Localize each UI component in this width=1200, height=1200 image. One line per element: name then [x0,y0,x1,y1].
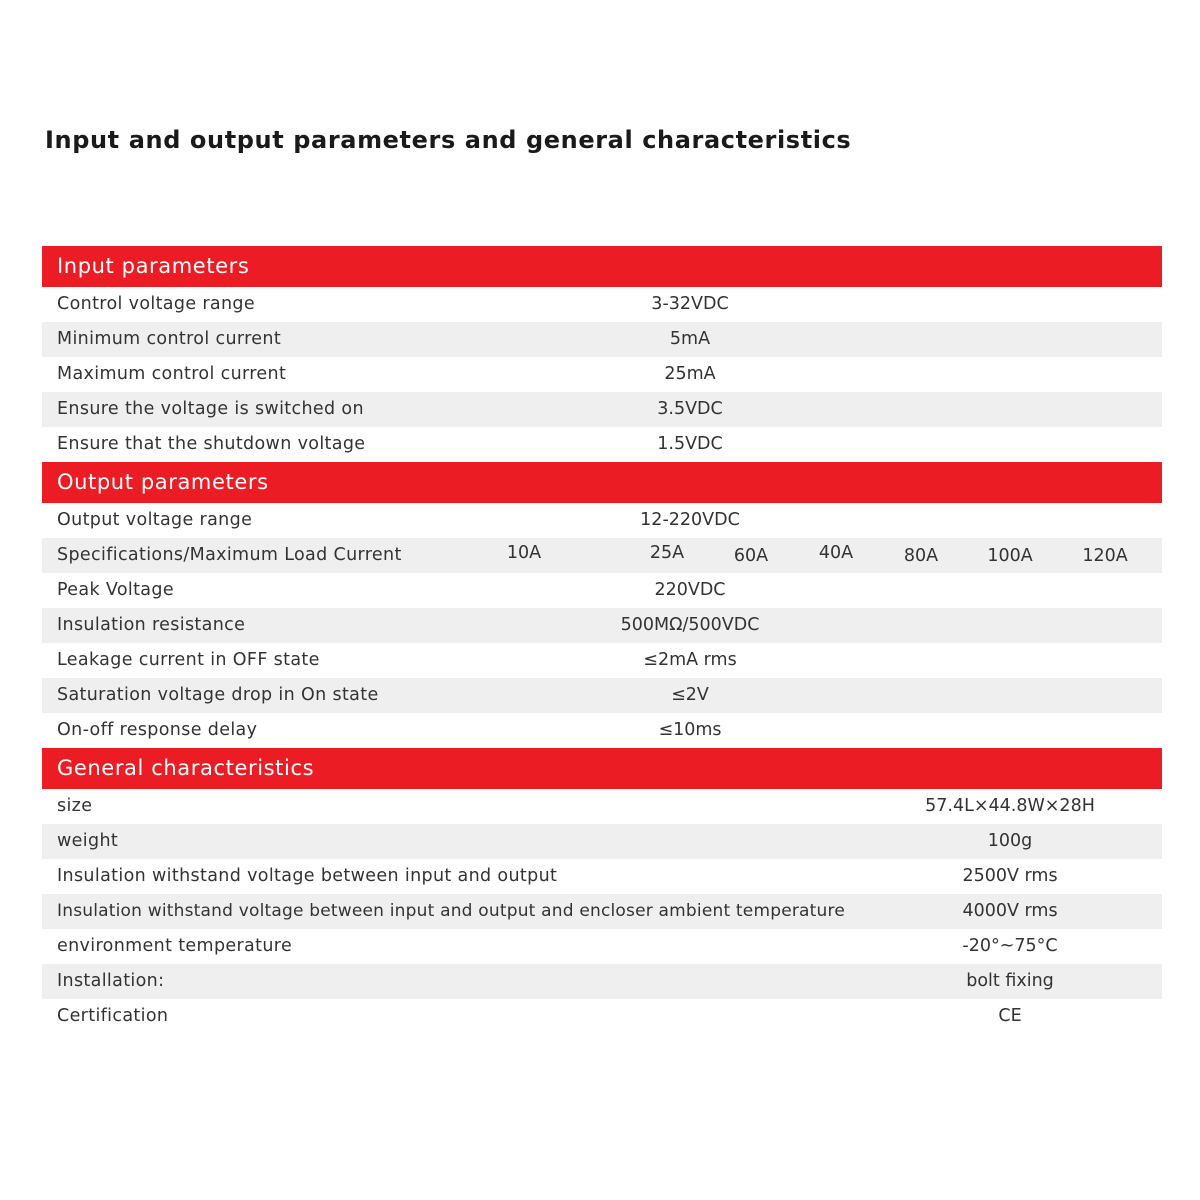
row-label: Insulation withstand voltage between input and output and encloser ambient temperature [57,901,845,921]
table-row [42,608,1162,643]
row-value: 220VDC [654,580,726,600]
row-value: ≤2mA rms [643,650,737,670]
row-label: size [57,796,93,816]
input-parameters-header: Input parameters [42,246,1162,287]
row-value: 57.4L×44.8W×28H [925,796,1095,816]
row-value: 12-220VDC [640,510,740,530]
load-current-value: 60A [733,546,769,566]
load-current-value: 120A [1082,546,1128,566]
table-row [42,824,1162,859]
table-row [42,357,1162,392]
row-label: Ensure the voltage is switched on [57,399,364,419]
table-row [42,643,1162,678]
row-value: 3.5VDC [657,399,723,419]
row-value: ≤10ms [658,720,722,740]
table-row [42,929,1162,964]
table-row [42,789,1162,824]
table-row [42,503,1162,538]
row-value: 100g [987,831,1033,851]
table-row [42,538,1162,573]
spec-table [42,246,1162,1034]
row-value: 500MΩ/500VDC [620,615,760,635]
load-current-value: 100A [987,546,1033,566]
table-row [42,573,1162,608]
row-value: 2500V rms [962,866,1058,886]
row-label: Ensure that the shutdown voltage [57,434,366,454]
row-value: 1.5VDC [657,434,723,454]
load-current-value: 40A [818,543,854,563]
load-current-value: 25A [649,543,685,563]
table-row [42,392,1162,427]
row-value: 25mA [664,364,716,384]
row-label: Saturation voltage drop in On state [57,685,379,705]
row-value: 3-32VDC [651,294,729,314]
row-value: -20°~75°C [962,936,1058,956]
table-row [42,287,1162,322]
table-row [42,678,1162,713]
row-label: environment temperature [57,936,293,956]
table-row [42,894,1162,929]
table-row [42,964,1162,999]
output-parameters-header: Output parameters [42,462,1162,503]
table-row [42,322,1162,357]
row-label: Maximum control current [57,364,287,384]
load-current-value: 10A [506,543,542,563]
general-characteristics-header: General characteristics [42,748,1162,789]
row-label: On-off response delay [57,720,258,740]
table-row [42,427,1162,462]
table-row [42,713,1162,748]
row-value: 4000V rms [962,901,1058,921]
row-label: Installation: [57,971,165,991]
row-label: Output voltage range [57,510,253,530]
table-row [42,999,1162,1034]
page-title: Input and output parameters and general characteristics [45,126,852,154]
row-label: Peak Voltage [57,580,174,600]
row-label: Control voltage range [57,294,256,314]
row-label: weight [57,831,119,851]
row-label: Leakage current in OFF state [57,650,320,670]
row-value: 5mA [669,329,711,349]
row-label: Minimum control current [57,329,282,349]
load-current-value: 80A [903,546,939,566]
row-value: CE [998,1006,1022,1026]
row-value: bolt fixing [966,971,1054,991]
row-label: Insulation withstand voltage between input and output [57,866,558,886]
row-label: Insulation resistance [57,615,246,635]
row-label: Specifications/Maximum Load Current [57,545,402,565]
row-value: ≤2V [671,685,709,705]
row-label: Certification [57,1006,169,1026]
table-row [42,859,1162,894]
